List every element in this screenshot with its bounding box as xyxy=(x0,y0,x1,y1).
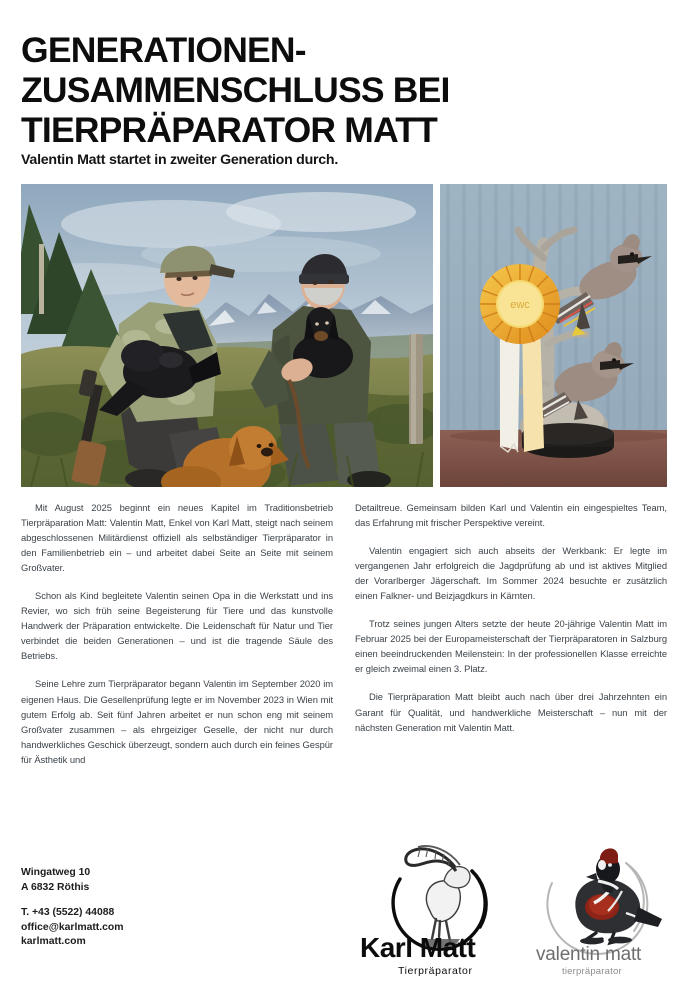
phone-number[interactable]: T. +43 (5522) 44088 xyxy=(21,907,115,919)
logo-valentin-matt-tagline: tierpräparator xyxy=(562,966,622,977)
footer xyxy=(0,845,684,988)
logo-valentin-matt xyxy=(522,835,672,985)
contact-block xyxy=(21,866,124,950)
svg-text:ewc: ewc xyxy=(510,299,530,311)
photo-taxidermy-illustration xyxy=(440,184,667,487)
photo-hunters-illustration xyxy=(21,184,433,487)
headline-line-3: TIERPRÄPARATOR MATT xyxy=(21,109,438,150)
photo-row xyxy=(21,184,667,487)
paragraph: Seine Lehre zum Tierpräparator begann Valentin im September 2020 im eigenen Haus. Die Gesellenprüfung legte er im November 2023 in Wien mit gutem Erfolg ab. Seit fünf Jahren arbeitet er nun schon eng mit seinem Großvater zusammen – als ehrgeiziger Geselle, der nicht nur durch handwerkliches Geschick überzeugt, sondern auch durch ein feines Gespür für Ästhetik und xyxy=(21,678,333,765)
subtitle: Valentin Matt startet in zweiter Generation durch. xyxy=(21,152,339,168)
website-url[interactable]: karlmatt.com xyxy=(21,936,86,948)
logo-karl-matt-graphic xyxy=(360,835,510,985)
headline-line-2: ZUSAMMENSCHLUSS BEI xyxy=(21,69,450,110)
address-street: Wingatweg 10 xyxy=(21,867,91,878)
email-address[interactable]: office@karlmatt.com xyxy=(21,921,124,933)
logo-karl-matt-name: Karl Matt xyxy=(360,932,476,963)
address-block xyxy=(21,866,124,895)
headline-line-1: GENERATIONEN- xyxy=(21,29,306,70)
logo-karl-matt-tagline: Tierpräparator xyxy=(398,965,473,977)
paragraph: Die Tierpräparation Matt bleibt auch nach über drei Jahrzehnten ein Garant für Qualität, und handwerkliche Meisterschaft – nun mit der nächsten Generation mit Valentin Matt. xyxy=(355,691,667,733)
page-title xyxy=(21,30,641,150)
paragraph: Trotz seines jungen Alters setzte der heute 20-jährige Valentin Matt im Februar 2025 bei der Europameisterschaft der Tierpräparatoren in Salzburg einen beeindruckenden Meilenstein: In der professionellen Klasse erreichte er gleich zweimal einen 3. Platz. xyxy=(355,618,667,675)
logo-row xyxy=(360,835,680,985)
address-city: A 6832 Röthis xyxy=(21,881,90,893)
logo-valentin-matt-name: valentin matt xyxy=(536,944,642,965)
paragraph: Valentin engagiert sich auch abseits der Werkbank: Er legte im vergangenen Jahr erfolgreich die Jagdprüfung ab und ist aktives Mitglied der Vorarlberger Jägerschaft. Im Sommer 2024 besuchte er zusätzlich einen Falkner- und Beizjagdkurs in Kärnten. xyxy=(355,545,667,602)
logo-valentin-matt-graphic xyxy=(522,835,672,985)
article-column-left xyxy=(21,500,333,780)
photo-taxidermy-award xyxy=(440,184,667,487)
article-column-right xyxy=(355,500,667,748)
logo-karl-matt xyxy=(360,835,510,985)
paragraph: Schon als Kind begleitete Valentin seinen Opa in die Werkstatt und ins Revier, wo sich früh seine Begeisterung für Tiere und das kunstvolle Handwerk der Präparation entwickelte. Die Leidenschaft für Natur und Tier verbindet die beiden Generationen – und ist die tragende Säule des Betriebs. xyxy=(21,590,333,662)
paragraph: Mit August 2025 beginnt ein neues Kapitel im Traditionsbetrieb Tierpräparation Matt: Valentin Matt, Enkel von Karl Matt, steigt nach seinem abgeschlossenen Militärdienst offiziell als selbständiger Tierpräparator in den Familienbetrieb ein – und arbeitet dabei Seite an Seite mit seinem Großvater. xyxy=(21,502,333,574)
photo-hunters-with-dogs xyxy=(21,184,433,487)
harlequin-duck-icon xyxy=(575,848,662,944)
paragraph: Detailtreue. Gemeinsam bilden Karl und Valentin ein eingespieltes Team, das Erfahrung mit frischer Perspektive vereint. xyxy=(355,502,667,529)
contact-details-block xyxy=(21,906,124,950)
